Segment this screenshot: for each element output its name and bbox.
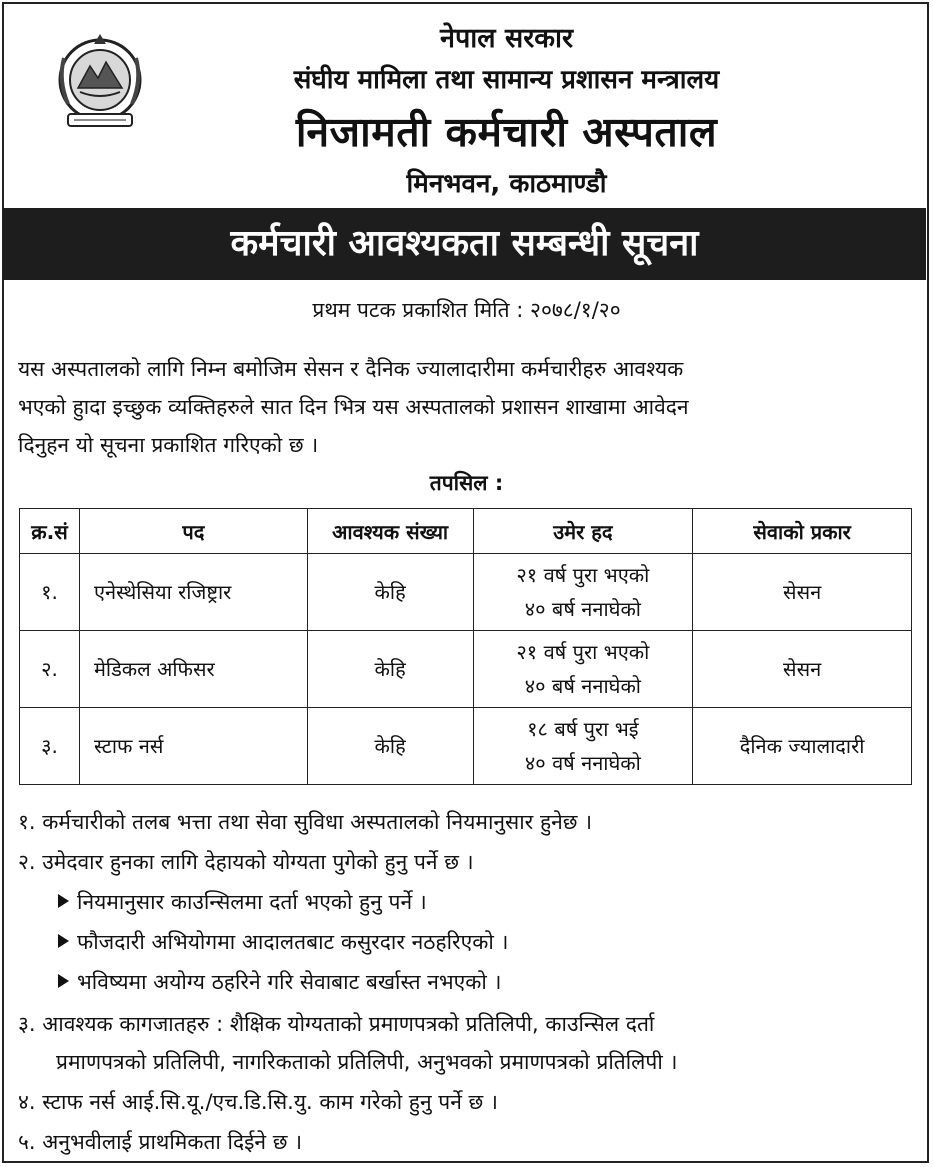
note-item-continued: प्रमाणपत्रको प्रतिलिपी, नागरिकताको प्रतिलिपी, अनुभवको प्रमाणपत्रको प्रतिलिपी । — [56, 1050, 678, 1074]
age-min: २१ वर्ष पुरा भएको — [516, 563, 650, 587]
bullet-text: फौजदारी अभियोगमा आदालतबाट कसुरदार नठहरिएको । — [77, 930, 509, 954]
cell-count: केहि — [307, 631, 473, 708]
hospital-address: मिनभवन, काठमाण्डौ — [406, 169, 607, 199]
ministry-name: संघीय मामिला तथा सामान्य प्रशासन मन्त्रालय — [293, 65, 720, 95]
hospital-name: निजामती कर्मचारी अस्पताल — [295, 108, 718, 156]
cell-count: केहि — [307, 554, 473, 631]
cell-post: स्टाफ नर्स — [79, 708, 307, 785]
intro-line: यस अस्पतालको लागि निम्न बमोजिम सेसन र दैनिक ज्यालादारीमा कर्मचारीहरु आवश्यक — [18, 357, 684, 381]
cell-sn: २. — [20, 631, 80, 708]
age-max: ४० बर्ष ननाघेको — [524, 597, 641, 621]
intro-line: भएको हुादा इच्छुक व्यक्तिहरुले सात दिन भित्र यस अस्पतालको प्रशासन शाखामा आवेदन — [18, 395, 689, 419]
table-row — [20, 554, 912, 631]
triangle-bullet-icon — [58, 934, 69, 948]
cell-sn: ३. — [20, 708, 80, 785]
note-item: ४. स्टाफ नर्स आई.सि.यू./एच.डि.सि.यु. काम गरेको हुनु पर्ने छ । — [18, 1090, 498, 1114]
column-header-sn: क्र.सं — [20, 509, 80, 554]
cell-age — [473, 708, 693, 785]
note-item: ३. आवश्यक कागजातहरु : शैक्षिक योग्यताको प्रमाणपत्रको प्रतिलिपी, काउन्सिल दर्ता — [18, 1012, 655, 1036]
cell-service: सेसन — [693, 554, 912, 631]
triangle-bullet-icon — [58, 894, 69, 908]
note-item: २. उमेदवार हुनका लागि देहायको योग्यता पुगेको हुनु पर्ने छ । — [18, 850, 474, 874]
column-header-count: आवश्यक संख्या — [307, 509, 473, 554]
intro-line: दिनुहन यो सूचना प्रकाशित गरिएको छ । — [18, 433, 319, 457]
note-bullet-item — [18, 888, 933, 916]
cell-count: केहि — [307, 708, 473, 785]
bullet-text: नियमानुसार काउन्सिलमा दर्ता भएको हुनु पर्ने । — [77, 890, 427, 914]
government-name: नेपाल सरकार — [439, 23, 574, 54]
notice-header — [0, 0, 929, 205]
table-row — [20, 631, 912, 708]
notice-title-banner: कर्मचारी आवश्यकता सम्बन्धी सूचना — [3, 208, 926, 280]
cell-post: एनेस्थेसिया रजिष्ट्रार — [79, 554, 307, 631]
publication-date: प्रथम पटक प्रकाशित मिति : २०७८/१/२० — [312, 298, 621, 322]
cell-post: मेडिकल अफिसर — [79, 631, 307, 708]
cell-sn: १. — [20, 554, 80, 631]
age-min: १८ बर्ष पुरा भई — [527, 717, 639, 741]
note-item: १. कर्मचारीको तलब भत्ता तथा सेवा सुविधा अस्पतालको नियमानुसार हुनेछ । — [18, 810, 593, 834]
table-row — [20, 708, 912, 785]
column-header-post: पद — [79, 509, 307, 554]
triangle-bullet-icon — [58, 974, 69, 988]
column-header-service: सेवाको प्रकार — [693, 509, 912, 554]
age-max: ४० वर्ष ननाघेको — [524, 751, 641, 775]
cell-service: सेसन — [693, 631, 912, 708]
details-heading: तपसिल : — [429, 471, 504, 495]
age-min: २१ वर्ष पुरा भएको — [516, 640, 650, 664]
note-item: ५. अनुभवीलाई प्राथमिकता दिईने छ । — [18, 1130, 303, 1154]
cell-age — [473, 554, 693, 631]
bullet-text: भविष्यमा अयोग्य ठहरिने गरि सेवाबाट बर्खास्त नभएको । — [77, 970, 502, 994]
note-bullet-item — [18, 928, 933, 956]
age-max: ४० बर्ष ननाघेको — [524, 674, 641, 698]
note-bullet-item — [18, 968, 933, 996]
vacancy-table — [19, 508, 912, 785]
table-header-row — [20, 509, 912, 554]
column-header-age: उमेर हद — [473, 509, 693, 554]
cell-age — [473, 631, 693, 708]
intro-paragraph — [18, 350, 918, 464]
cell-service: दैनिक ज्यालादारी — [693, 708, 912, 785]
